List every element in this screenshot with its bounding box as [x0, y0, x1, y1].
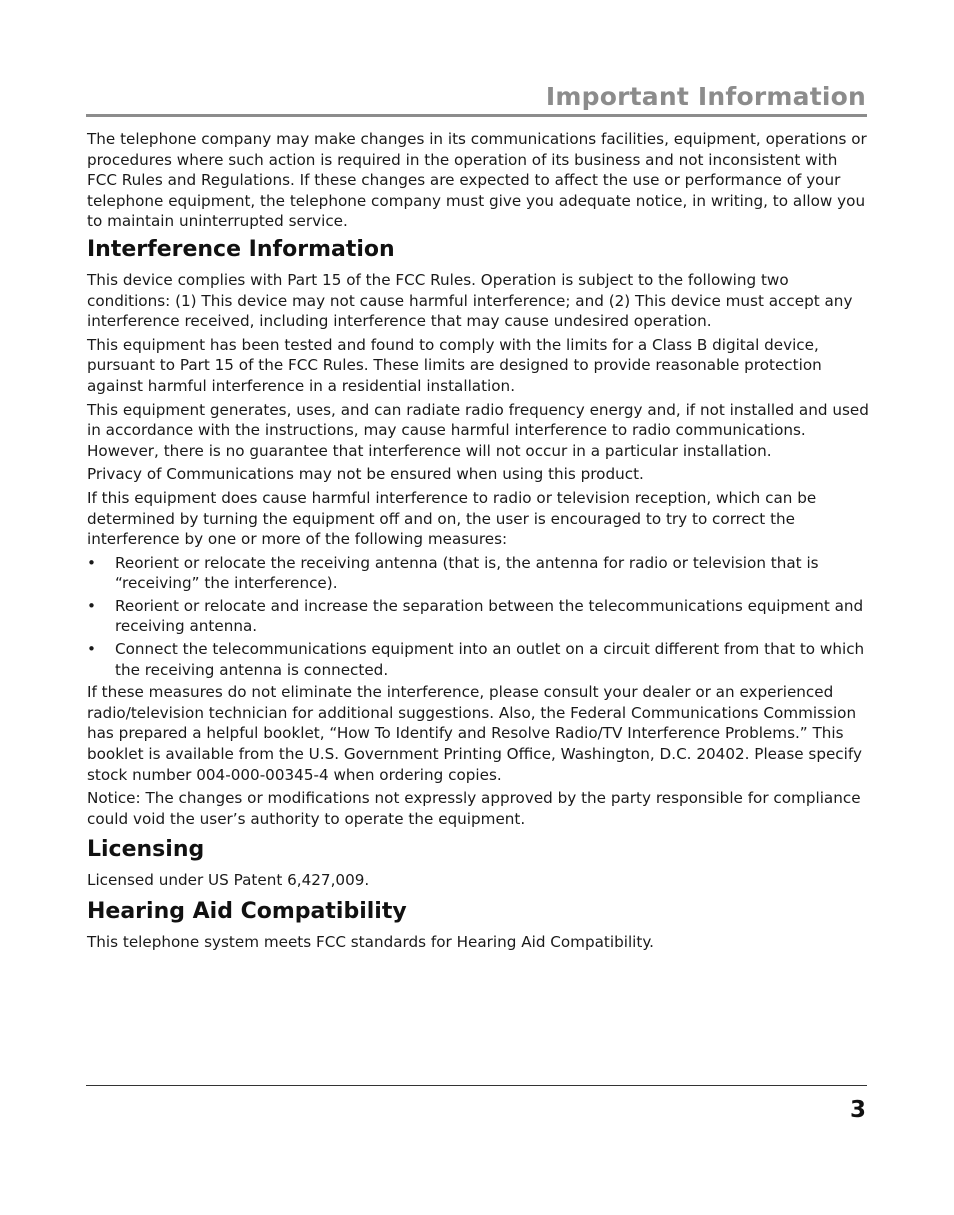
footer-divider [86, 1085, 867, 1086]
list-item-text: Reorient or relocate the receiving antenna (that is, the antenna for radio or television that is “receiving” the interference). [115, 553, 819, 593]
bullet-icon: • [87, 553, 96, 572]
list-item-text: Reorient or relocate and increase the separation between the telecommunications equipment and receiving antenna. [115, 596, 864, 636]
list-item [87, 553, 869, 594]
list-item [87, 596, 869, 637]
hearing-aid-text: This telephone system meets FCC standards for Hearing Aid Compatibility. [87, 933, 655, 951]
bullet-icon: • [87, 596, 96, 615]
interference-paragraph-2: This equipment has been tested and found to comply with the limits for a Class B digital device, pursuant to Part 15 of the FCC Rules. These limits are designed to provide reasonable protection against harmful interference in a residential installation. [87, 335, 822, 395]
list-item-text: Connect the telecommunications equipment into an outlet on a circuit different from that to which the receiving antenna is connected. [115, 640, 865, 679]
interference-paragraph-3: This equipment generates, uses, and can radiate radio frequency energy and, if not installed and used in accordance with the instructions, may cause harmful interference to radio communications. However, there is no guarantee that interference will not occur in a particular installation. [87, 400, 869, 460]
licensing-text: Licensed under US Patent 6,427,009. [87, 871, 370, 890]
interference-paragraph-4: Privacy of Communications may not be ensured when using this product. [87, 465, 644, 484]
header-divider [86, 114, 867, 117]
interference-notice: Notice: The changes or modifications not expressly approved by the party responsible for compliance could void the user’s authority to operate the equipment. [87, 789, 861, 828]
hearing-aid-heading: Hearing Aid Compatibility [87, 899, 407, 924]
main-content [87, 129, 869, 956]
interference-heading: Interference Information [87, 236, 395, 262]
interference-paragraph-1: This device complies with Part 15 of the FCC Rules. Operation is subject to the following two conditions: (1) This device may not cause harmful interference; and (2) This device must accept any interference received, including interference that may cause undesired operation. [87, 270, 853, 331]
list-item [87, 639, 869, 680]
measures-list [87, 553, 869, 681]
licensing-heading: Licensing [87, 837, 205, 863]
intro-paragraph: The telephone company may make changes in its communications facilities, equipment, operations or procedures where such action is required in the operation of its business and not inconsistent with FCC Rules and Regulations. If these changes are expected to affect the use or performance of your telephone equipment, the telephone company must give you adequate notice, in writing, to allow you to maintain uninterrupted service. [87, 130, 867, 231]
interference-paragraph-6: If these measures do not eliminate the interference, please consult your dealer or an experienced radio/television technician for additional suggestions. Also, the Federal Communications Commission has prepared a helpful booklet, “How To Identify and Resolve Radio/TV Interference Problems.” This booklet is available from the U.S. Government Printing Office, Washington, D.C. 20402. Please specify stock number 004-000-00345-4 when ordering copies. [87, 683, 862, 784]
page-number: 3 [849, 1097, 866, 1123]
bullet-icon: • [87, 640, 96, 659]
interference-paragraph-5: If this equipment does cause harmful interference to radio or television reception, which can be determined by turning the equipment off and on, the user is encouraged to try to correct the interference by one or more of the following measures: [87, 488, 817, 549]
page-title: Important Information [545, 82, 866, 111]
